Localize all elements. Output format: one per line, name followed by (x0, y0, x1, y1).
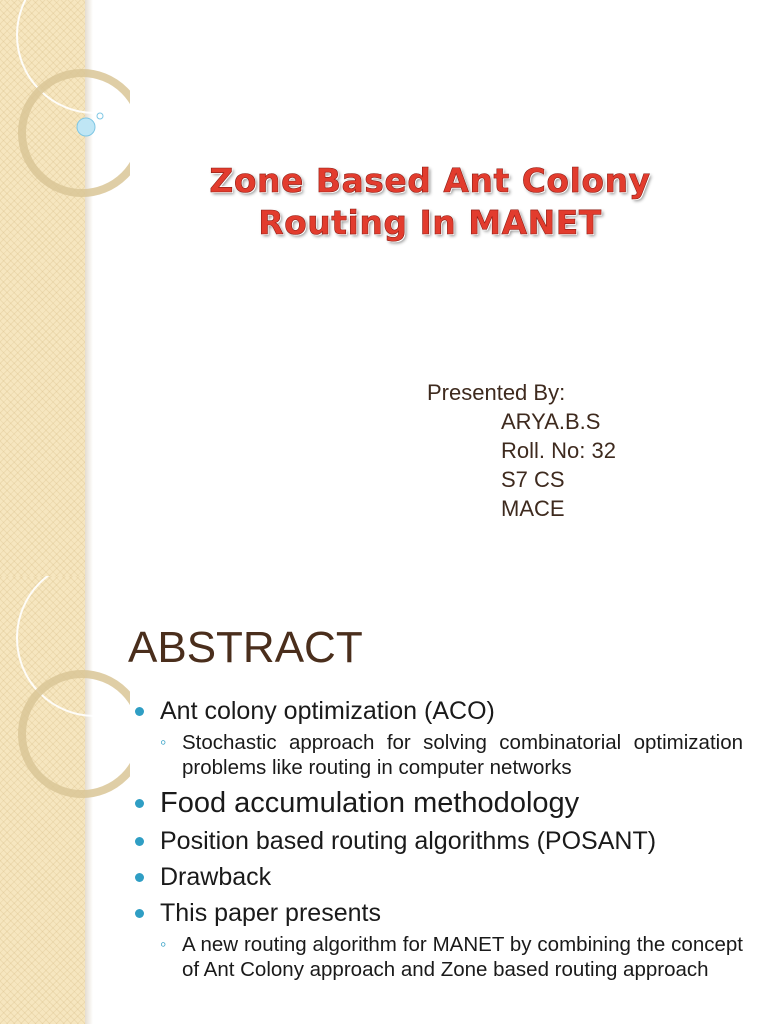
sub-bullet-new-algorithm: ◦ A new routing algorithm for MANET by combining the concept of Ant Colony approach and Zone based routing approach (160, 932, 743, 982)
abstract-slide (0, 576, 768, 1024)
bullet-food-accumulation (133, 786, 743, 820)
presenter-block (427, 378, 616, 523)
bullet-paper-presents (133, 898, 743, 982)
presenter-name: ARYA.B.S (501, 409, 601, 434)
slide-title (150, 160, 710, 244)
bullet-text: Ant colony optimization (ACO) (160, 697, 495, 725)
title-line-1: Zone Based Ant Colony (209, 161, 651, 200)
bullet-text: Food accumulation methodology (160, 787, 580, 819)
presenter-institution: MACE (501, 496, 565, 521)
presenter-label: Presented By: (427, 380, 566, 405)
sub-bullet-list (160, 730, 743, 780)
abstract-heading: ABSTRACT (128, 623, 363, 672)
sub-bullet-stochastic: ◦ Stochastic approach for solving combinatorial optimization problems like routing in computer networks (160, 730, 743, 780)
abstract-bullet-list (133, 696, 743, 988)
bullet-drawback (133, 862, 743, 892)
presenter-class: S7 CS (501, 467, 565, 492)
bullet-text: Position based routing algorithms (POSANT) (160, 827, 657, 855)
decorative-circles (0, 0, 130, 576)
bullet-aco (133, 696, 743, 780)
bullet-text: Drawback (160, 863, 272, 891)
deco-ring-thick (22, 73, 130, 193)
deco-bubble (77, 118, 95, 136)
deco-ring-thick (22, 674, 130, 794)
sub-bullet-list (160, 932, 743, 982)
title-line-2: Routing In MANET (258, 203, 602, 242)
decorative-circles (0, 576, 130, 1024)
presenter-roll: Roll. No: 32 (501, 438, 616, 463)
bullet-posant (133, 826, 743, 856)
deco-bubble-small (97, 113, 103, 119)
bullet-text: This paper presents (160, 899, 381, 927)
